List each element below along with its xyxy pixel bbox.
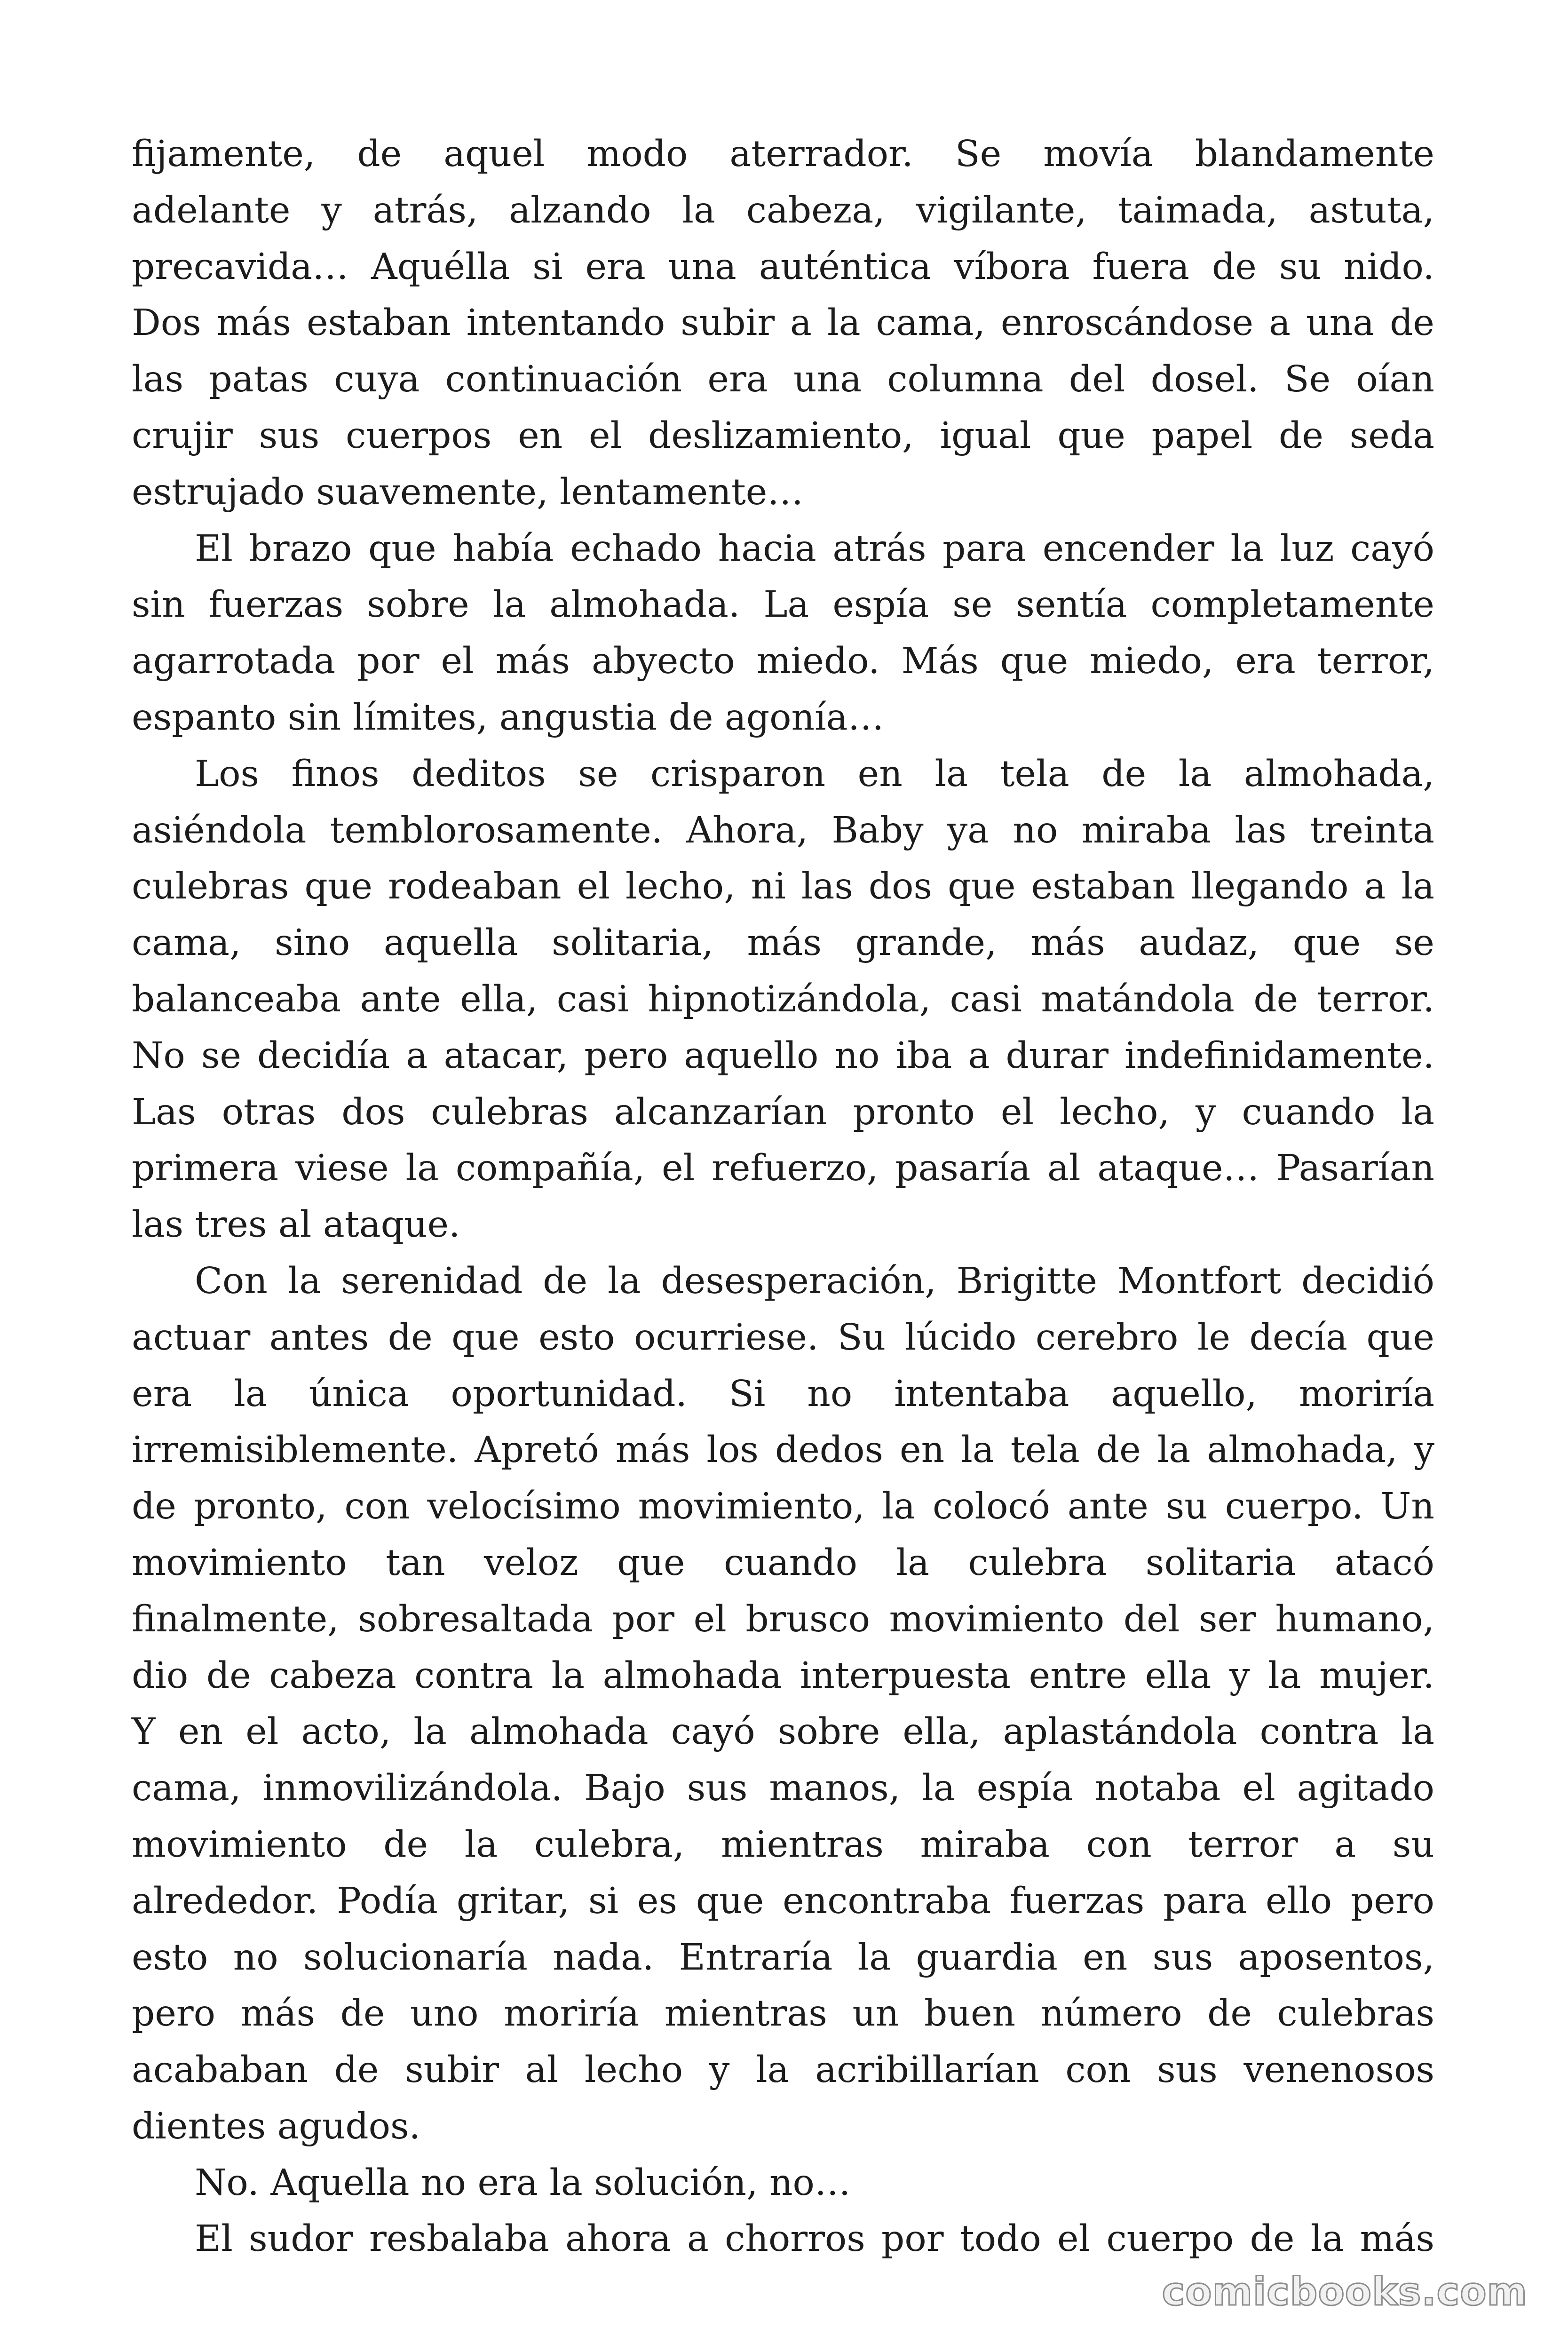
text-line: No se decidía a atacar, pero aquello no iba a durar indefinidamente.: [132, 1034, 1434, 1077]
text-line: No. Aquella no era la solución, no…: [195, 2161, 851, 2204]
paragraph: [132, 126, 1434, 521]
text-line: cama, sino aquella solitaria, más grande, más audaz, que se: [132, 922, 1434, 964]
text-line: de pronto, con velocísimo movimiento, la colocó ante su cuerpo. Un: [132, 1486, 1434, 1528]
text-line: movimiento de la culebra, mientras miraba con terror a su: [132, 1823, 1434, 1866]
paragraph: [132, 2211, 1434, 2267]
text-line: alrededor. Podía gritar, si es que encontraba fuerzas para ello pero: [132, 1880, 1434, 1922]
text-line: Los finos deditos se crisparon en la tela de la almohada,: [195, 753, 1434, 795]
text-line: asiéndola temblorosamente. Ahora, Baby ya no miraba las treinta: [132, 809, 1434, 851]
text-line: dientes agudos.: [132, 2105, 421, 2147]
text-line: cama, inmovilizándola. Bajo sus manos, la espía notaba el agitado: [132, 1767, 1434, 1810]
text-line: adelante y atrás, alzando la cabeza, vigilante, taimada, astuta,: [132, 189, 1434, 231]
text-line: acababan de subir al lecho y la acribillarían con sus venenosos: [132, 2049, 1434, 2091]
text-line: Con la serenidad de la desesperación, Brigitte Montfort decidió: [195, 1260, 1434, 1302]
text-line: dio de cabeza contra la almohada interpuesta entre ella y la mujer.: [132, 1654, 1434, 1697]
text-line: agarrotada por el más abyecto miedo. Más que miedo, era terror,: [132, 640, 1434, 683]
text-line: Las otras dos culebras alcanzarían pronto el lecho, y cuando la: [132, 1091, 1434, 1133]
paragraph: [132, 2155, 1434, 2211]
text-line: finalmente, sobresaltada por el brusco movimiento del ser humano,: [132, 1598, 1434, 1640]
paragraph: [132, 1253, 1434, 2155]
text-line: esto no solucionaría nada. Entraría la guardia en sus aposentos,: [132, 1936, 1434, 1979]
text-line: primera viese la compañía, el refuerzo, pasaría al ataque… Pasarían: [132, 1147, 1434, 1190]
text-line: las tres al ataque.: [132, 1204, 460, 1246]
text-line: sin fuerzas sobre la almohada. La espía se sentía completamente: [132, 584, 1434, 626]
text-line: crujir sus cuerpos en el deslizamiento, igual que papel de seda: [132, 414, 1434, 457]
paragraph: [132, 746, 1434, 1253]
text-line: precavida… Aquélla si era una auténtica víbora fuera de su nido.: [132, 246, 1434, 288]
text-line: balanceaba ante ella, casi hipnotizándola, casi matándola de terror.: [132, 978, 1434, 1020]
text-line: El sudor resbalaba ahora a chorros por todo el cuerpo de la más: [195, 2218, 1434, 2260]
text-line: Dos más estaban intentando subir a la cama, enroscándose a una de: [132, 302, 1434, 344]
text-line: Y en el acto, la almohada cayó sobre ella, aplastándola contra la: [132, 1711, 1434, 1753]
text-line: movimiento tan veloz que cuando la culebra solitaria atacó: [132, 1542, 1434, 1584]
watermark-logo: comicbooks.com: [1162, 2270, 1528, 2314]
text-line: El brazo que había echado hacia atrás para encender la luz cayó: [195, 527, 1434, 570]
text-line: las patas cuya continuación era una columna del dosel. Se oían: [132, 358, 1434, 401]
text-line: pero más de uno moriría mientras un buen número de culebras: [132, 1993, 1434, 2035]
text-line: estrujado suavemente, lentamente…: [132, 471, 804, 513]
text-line: actuar antes de que esto ocurriese. Su lúcido cerebro le decía que: [132, 1316, 1434, 1359]
body-text: [132, 126, 1434, 2267]
paragraph: [132, 521, 1434, 746]
text-line: fijamente, de aquel modo aterrador. Se movía blandamente: [132, 133, 1434, 175]
text-line: culebras que rodeaban el lecho, ni las dos que estaban llegando a la: [132, 866, 1434, 908]
text-line: irremisiblemente. Apretó más los dedos en la tela de la almohada, y: [132, 1429, 1434, 1471]
text-line: era la única oportunidad. Si no intentaba aquello, moriría: [132, 1373, 1434, 1415]
text-line: espanto sin límites, angustia de agonía…: [132, 696, 884, 739]
